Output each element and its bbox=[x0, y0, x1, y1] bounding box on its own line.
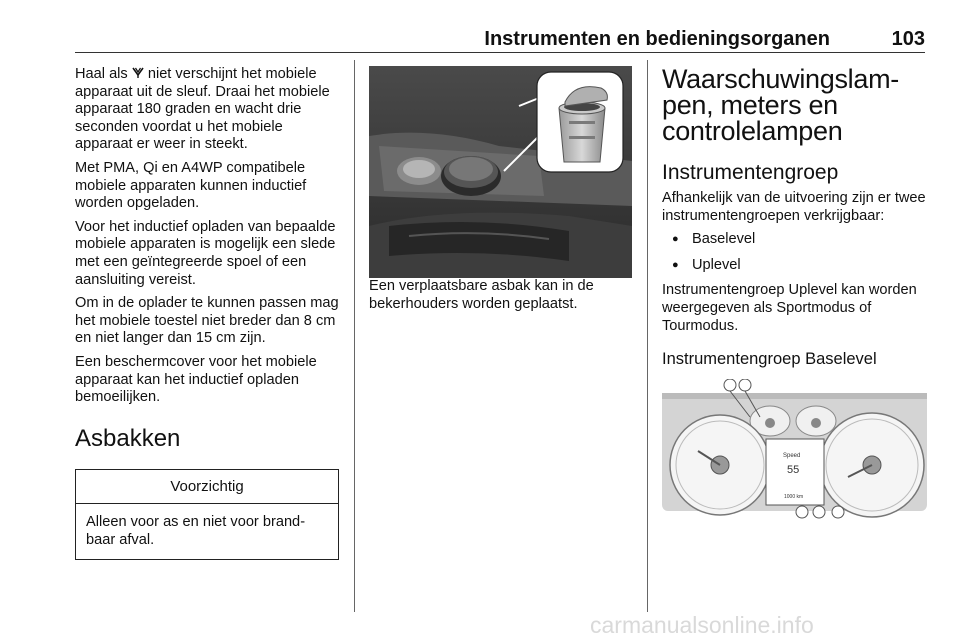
caution-body: Alleen voor as en niet voor brandbaar afval. bbox=[86, 514, 306, 548]
column-divider-2 bbox=[647, 60, 648, 612]
paragraph-cover: Een beschermcover voor het mobiele apparaat kan het inductief opladen bemoeilijken. bbox=[75, 353, 317, 406]
watermark: carmanualsonline.info bbox=[590, 612, 814, 638]
photo-caption: Een verplaatsbare asbak kan in de bekerhouders worden geplaatst. bbox=[369, 278, 594, 312]
paragraph-size: Om in de oplader te kunnen passen mag het mobiele toestel niet breder dan 8 cm en niet langer dan 15 cm zijn. bbox=[75, 295, 339, 347]
column-right bbox=[662, 66, 927, 519]
column-left bbox=[75, 66, 343, 560]
paragraph-uplevel: Instrumentengroep Uplevel kan worden weergegeven als Sportmodus of Tourmodus. bbox=[662, 282, 917, 334]
section-title-asbakken: Asbakken bbox=[75, 424, 181, 452]
subsection-title-baselevel: Instrumentengroep Baselevel bbox=[662, 350, 877, 369]
caution-title: Voorzichtig bbox=[76, 470, 338, 505]
cluster-type-list bbox=[662, 231, 927, 274]
list-item: ● Uplevel bbox=[662, 257, 927, 275]
page-number: 103 bbox=[891, 28, 925, 50]
paragraph-intro: Afhankelijk van de uitvoering zijn er twee instrumentengroepen verkrijgbaar: bbox=[662, 190, 926, 224]
caution-box bbox=[75, 469, 339, 561]
list-item: ● Baselevel bbox=[662, 231, 927, 249]
display-speed-value: 55 bbox=[787, 463, 800, 476]
header-rule bbox=[75, 52, 925, 53]
phone-charge-icon bbox=[132, 66, 144, 79]
page-header bbox=[75, 28, 925, 52]
column-middle bbox=[369, 66, 632, 319]
column-divider-1 bbox=[354, 60, 355, 612]
ashtray-photo bbox=[369, 66, 632, 278]
cluster-drawing bbox=[662, 379, 927, 519]
paragraph-remove-device: Haal als niet verschijnt het mobiele apparaat uit de sleuf. Draai het mobiele apparaat 180 graden en wacht drie seconden voordat u het mobiele apparaat er weer in steekt. bbox=[75, 66, 330, 153]
paragraph-sled: Voor het inductief opladen van bepaalde mobiele apparaten is mogelijk een slede met een geïntegreerde spoel of een aansluiting vereist. bbox=[75, 218, 336, 288]
instrument-cluster-illustration bbox=[662, 379, 927, 519]
running-title: Instrumenten en bedieningsorganen bbox=[484, 28, 830, 50]
ashtray-illustration bbox=[369, 66, 632, 278]
chapter-title: Waarschuwingslampen, meters en controlelampen bbox=[662, 64, 900, 146]
paragraph-compatible: Met PMA, Qi en A4WP compatibele mobiele apparaten kunnen inductief worden opgeladen. bbox=[75, 159, 307, 212]
section-title-instrumentengroep: Instrumentengroep bbox=[662, 161, 839, 184]
display-speed-label: Speed bbox=[783, 452, 801, 459]
display-odometer: 1000 km bbox=[784, 493, 804, 500]
